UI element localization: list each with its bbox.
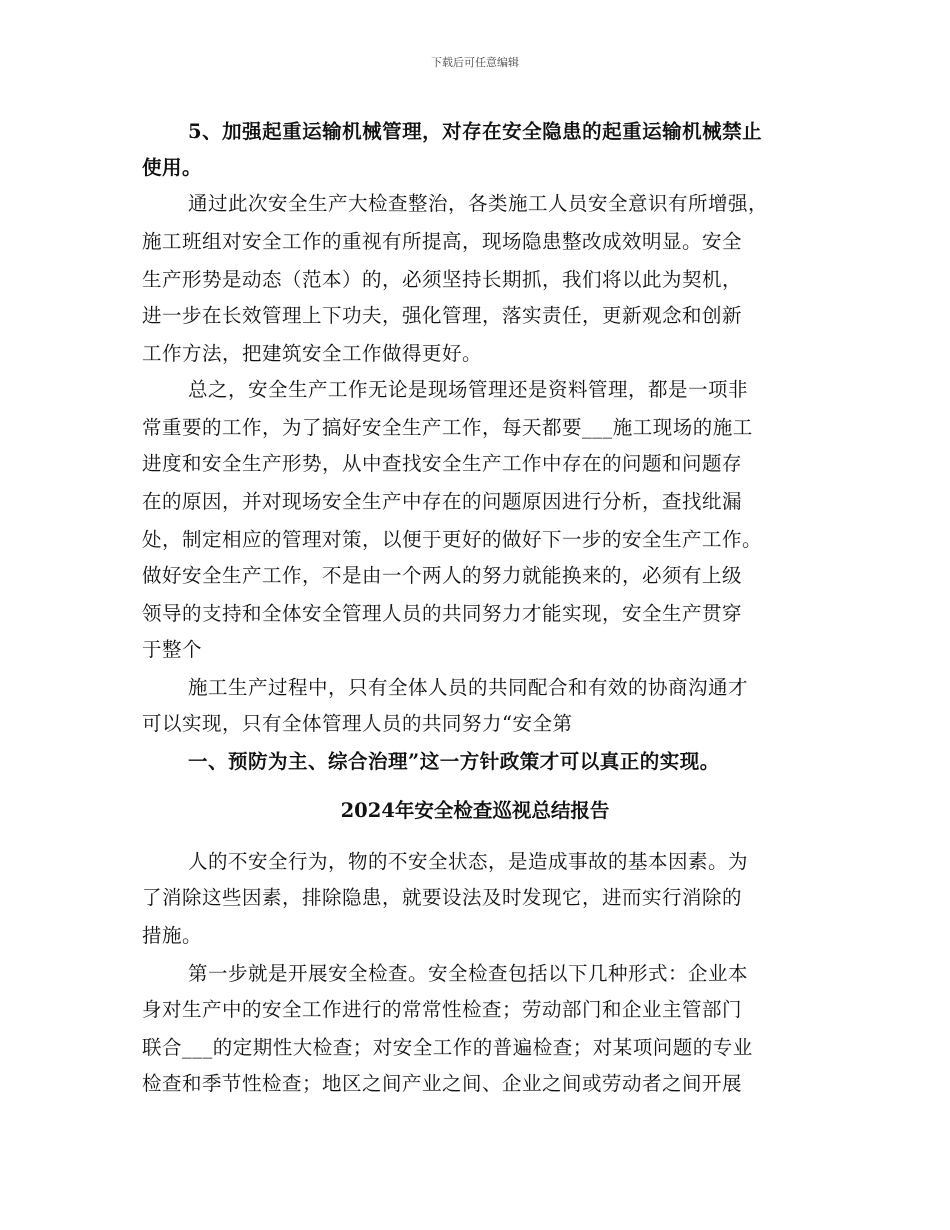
paragraph-line: 总之，安全生产工作无论是现场管理还是资料管理，都是一项非: [188, 378, 749, 401]
paragraph-line: 了消除这些因素，排除隐患，就要设法及时发现它，进而实行消除的: [142, 886, 743, 909]
paragraph-line: 进一步在长效管理上下功夫，强化管理，落实责任，更新观念和创新: [142, 304, 743, 327]
paragraph-line: 施工生产过程中，只有全体人员的共同配合和有效的协商沟通才: [188, 676, 749, 699]
paragraph-line: 常重要的工作，为了搞好安全生产工作，每天都要___施工现场的施工: [142, 416, 753, 439]
paragraph-line: 领导的支持和全体安全管理人员的共同努力才能实现，安全生产贯穿: [142, 602, 743, 625]
paragraph-line: 做好安全生产工作，不是由一个两人的努力就能换来的，必须有上级: [142, 564, 743, 587]
paragraph-line: 通过此次安全生产大检查整治，各类施工人员安全意识有所增强，: [188, 192, 769, 215]
paragraph-line: 进度和安全生产形势，从中查找安全生产工作中存在的问题和问题存: [142, 452, 743, 475]
paragraph-line: 一、预防为主、综合治理”这一方针政策才可以真正的实现。: [188, 750, 720, 773]
paragraph-line: 措施。: [142, 924, 203, 947]
paragraph-line: 在的原因，并对现场安全生产中存在的问题原因进行分析，查找纰漏: [142, 490, 743, 513]
paragraph-line: 身对生产中的安全工作进行的常常性检查；劳动部门和企业主管部门: [142, 998, 743, 1021]
paragraph-line: 使用。: [142, 156, 203, 179]
section-title: 2024年安全检查巡视总结报告: [340, 799, 610, 822]
paragraph-line: 处，制定相应的管理对策，以便于更好的做好下一步的安全生产工作。: [142, 528, 763, 551]
paragraph-line: 人的不安全行为，物的不安全状态，是造成事故的基本因素。为: [188, 850, 749, 873]
page-header: 下载后可任意编辑: [431, 56, 519, 69]
paragraph-line: 可以实现，只有全体管理人员的共同努力“安全第: [142, 712, 573, 735]
paragraph-line: 第一步就是开展安全检查。安全检查包括以下几种形式：企业本: [188, 962, 749, 985]
paragraph-line: 于整个: [142, 638, 203, 661]
paragraph-line: 检查和季节性检查；地区之间产业之间、企业之间或劳动者之间开展: [142, 1072, 743, 1095]
paragraph-line: 生产形势是动态（范本）的，必须坚持长期抓，我们将以此为契机，: [142, 268, 743, 291]
paragraph-line: 5、加强起重运输机械管理，对存在安全隐患的起重运输机械禁止: [188, 120, 763, 143]
paragraph-line: 工作方法，把建筑安全工作做得更好。: [142, 342, 483, 365]
paragraph-line: 施工班组对安全工作的重视有所提高，现场隐患整改成效明显。安全: [142, 230, 743, 253]
paragraph-line: 联合___的定期性大检查；对安全工作的普遍检查；对某项问题的专业: [142, 1036, 753, 1059]
